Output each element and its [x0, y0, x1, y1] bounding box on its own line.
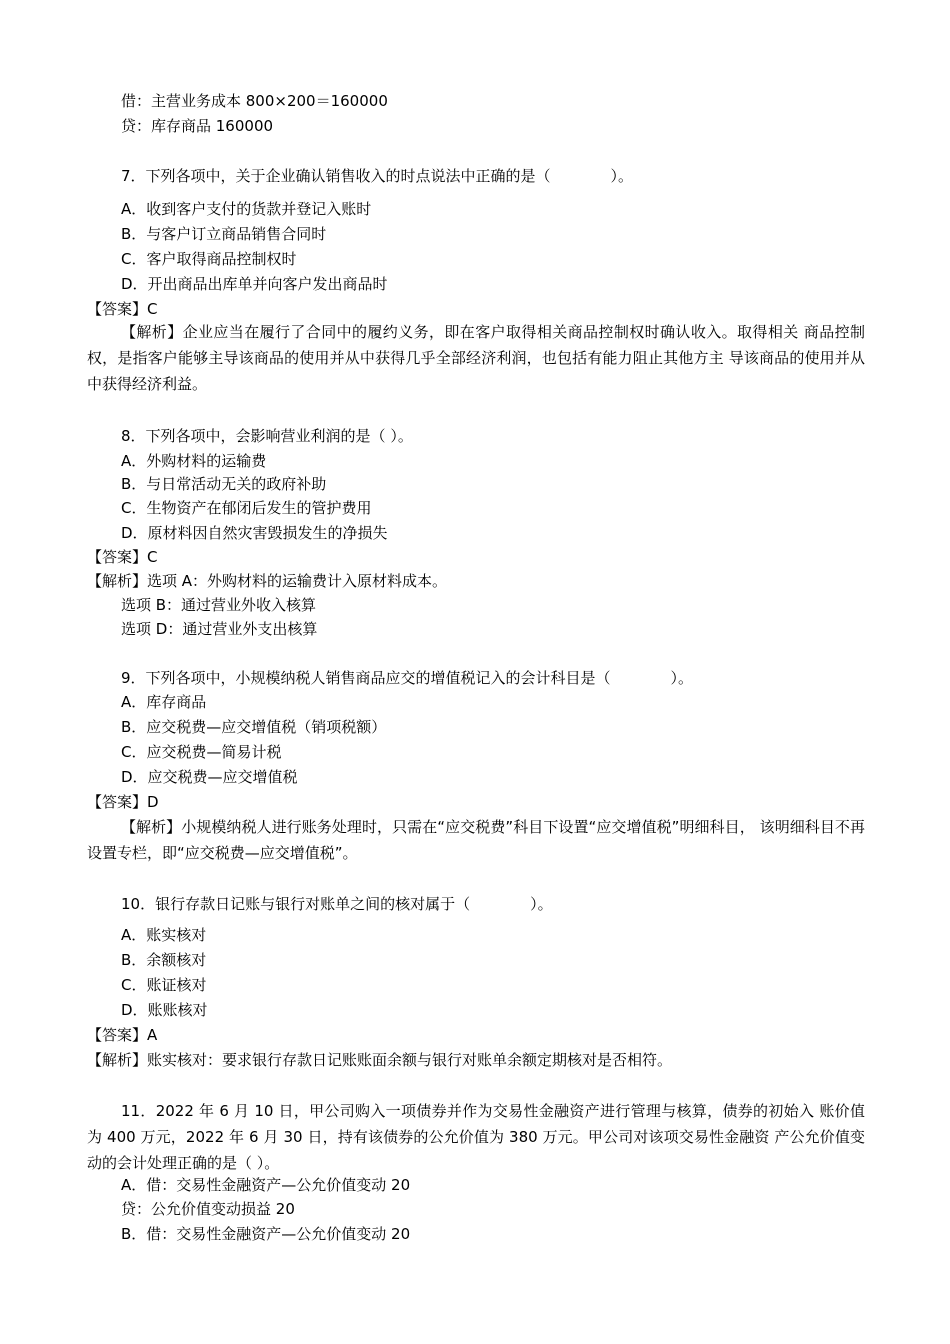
- question-7-option-d: D．开出商品出库单并向客户发出商品时: [121, 275, 388, 293]
- journal-credit-line: 贷：库存商品 160000: [121, 117, 274, 135]
- question-7-stem: 7．下列各项中，关于企业确认销售收入的时点说法中正确的是（ ）。: [121, 167, 634, 185]
- question-9-option-a: A．库存商品: [121, 693, 207, 711]
- question-8-option-c: C．生物资产在郁闭后发生的管护费用: [121, 499, 372, 517]
- question-8-analysis: 【解析】选项 A：外购材料的运输费计入原材料成本。: [87, 572, 448, 590]
- question-8-stem: 8．下列各项中，会影响营业利润的是（ ）。: [121, 427, 413, 445]
- question-8-option-d: D．原材料因自然灾害毁损发生的净损失: [121, 524, 388, 542]
- question-10-option-b: B．余额核对: [121, 951, 207, 969]
- question-9-option-b: B．应交税费—应交增值税（销项税额）: [121, 718, 387, 736]
- question-9-option-c: C．应交税费—简易计税: [121, 743, 282, 761]
- question-11-option-a-credit: 贷：公允价值变动损益 20: [121, 1200, 295, 1218]
- question-8-analysis-d: 选项 D：通过营业外支出核算: [121, 620, 318, 638]
- question-7-analysis: 【解析】企业应当在履行了合同中的履约义务，即在客户取得相关商品控制权时确认收入。取得相关 商品控制权，是指客户能够主导该商品的使用并从中获得几乎全部经济利润，也包括有能力阻止其他方主 导该商品的使用并从中获得经济利益。: [87, 323, 865, 393]
- question-11-option-a: A．借：交易性金融资产—公允价值变动 20: [121, 1176, 411, 1194]
- question-8-answer: 【答案】C: [87, 548, 158, 566]
- question-9-option-d: D．应交税费—应交增值税: [121, 768, 298, 786]
- question-10-option-d: D．账账核对: [121, 1001, 208, 1019]
- question-10-option-c: C．账证核对: [121, 976, 207, 994]
- question-10-analysis: 【解析】账实核对：要求银行存款日记账账面余额与银行对账单余额定期核对是否相符。: [87, 1051, 673, 1069]
- question-9-answer: 【答案】D: [87, 793, 159, 811]
- question-11-stem: 11．2022 年 6 月 10 日，甲公司购入一项债券并作为交易性金融资产进行管理与核算，债券的初始入 账价值为 400 万元，2022 年 6 月 30 日，持有该债券的公允价值为 380 万元。甲公司对该项交易性金融资 产公允价值变动的会计处理正确的是（ ）。: [87, 1102, 865, 1172]
- journal-debit-line: 借：主营业务成本 800×200＝160000: [121, 92, 388, 110]
- question-10-answer: 【答案】A: [87, 1026, 158, 1044]
- question-7-option-b: B．与客户订立商品销售合同时: [121, 225, 327, 243]
- question-7-answer: 【答案】C: [87, 300, 158, 318]
- question-7-option-c: C．客户取得商品控制权时: [121, 250, 297, 268]
- question-10-option-a: A．账实核对: [121, 926, 207, 944]
- question-9-stem: 9．下列各项中，小规模纳税人销售商品应交的增值税记入的会计科目是（ ）。: [121, 669, 694, 687]
- question-8-analysis-b: 选项 B：通过营业外收入核算: [121, 596, 317, 614]
- question-10-stem: 10．银行存款日记账与银行对账单之间的核对属于（ ）。: [121, 895, 553, 913]
- question-8-option-a: A．外购材料的运输费: [121, 452, 267, 470]
- question-11-option-b: B．借：交易性金融资产—公允价值变动 20: [121, 1225, 411, 1243]
- question-7-option-a: A．收到客户支付的货款并登记入账时: [121, 200, 372, 218]
- question-8-option-b: B．与日常活动无关的政府补助: [121, 475, 327, 493]
- question-9-analysis: 【解析】小规模纳税人进行账务处理时，只需在“应交税费”科目下设置“应交增值税”明细科目， 该明细科目不再设置专栏，即“应交税费—应交增值税”。: [87, 818, 865, 862]
